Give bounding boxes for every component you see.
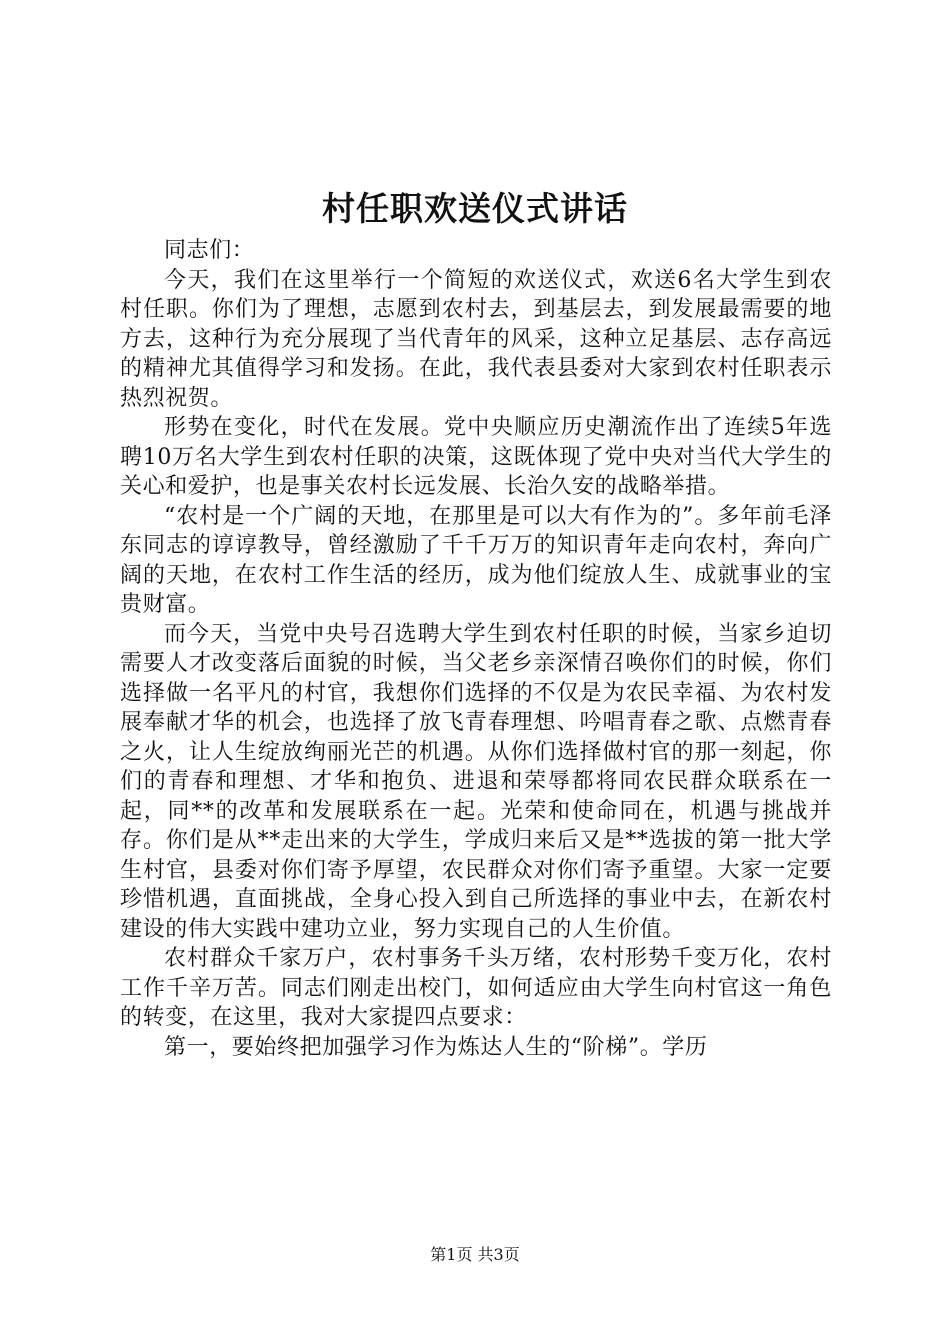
body-paragraph: “农村是一个广阔的天地，在那里是可以大有作为的”。多年前毛泽东同志的谆谆教导，曾经激励了千千万万的知识青年走向农村，奔向广阔的天地，在农村工作生活的经历，成为他们绽放人生、成就事业的宝贵财富。 [120,503,832,617]
salutation-paragraph: 同志们： [164,238,255,263]
body-paragraph: 农村群众千家万户，农村事务千头万绪，农村形势千变万化，农村工作千辛万苦。同志们刚走出校门，如何适应由大学生向村官这一角色的转变，在这里，我对大家提四点要求： [120,946,832,1030]
page-number-footer: 第1页 共3页 [430,1245,520,1264]
body-paragraph: 形势在变化，时代在发展。党中央顺应历史潮流作出了连续5年选聘10万名大学生到农村任职的决策，这既体现了党中央对当代大学生的关心和爱护，也是事关农村长远发展、长治久安的战略举措。 [120,415,832,499]
document-body [120,236,832,1062]
body-paragraph: 第一，要始终把加强学习作为炼达人生的“阶梯”。学历 [164,1034,708,1060]
document-title: 村任职欢送仪式讲话 [322,189,628,228]
body-paragraph: 而今天，当党中央号召选聘大学生到农村任职的时候，当家乡迫切需要人才改变落后面貌的时候，当父老乡亲深情召唤你们的时候，你们选择做一名平凡的村官，我想你们选择的不仅是为农民幸福、为农村发展奉献才华的机会，也选择了放飞青春理想、吟唱青春之歌、点燃青春之火，让人生绽放绚丽光芒的机遇。从你们选择做村官的那一刻起，你们的青春和理想、才华和抱负、进退和荣辱都将同农民群众联系在一起，同**的改革和发展联系在一起。光荣和使命同在，机遇与挑战并存。你们是从**走出来的大学生，学成归来后又是**选拔的第一批大学生村官，县委对你们寄予厚望，农民群众对你们寄予重望。大家一定要珍惜机遇，直面挑战，全身心投入到自己所选择的事业中去，在新农村建设的伟大实践中建功立业，努力实现自己的人生价值。 [120,621,832,942]
body-paragraph: 今天，我们在这里举行一个简短的欢送仪式，欢送6名大学生到农村任职。你们为了理想，志愿到农村去，到基层去，到发展最需要的地方去，这种行为充分展现了当代青年的风采，这种立足基层、志存高远的精神尤其值得学习和发扬。在此，我代表县委对大家到农村任职表示热烈祝贺。 [120,267,832,411]
